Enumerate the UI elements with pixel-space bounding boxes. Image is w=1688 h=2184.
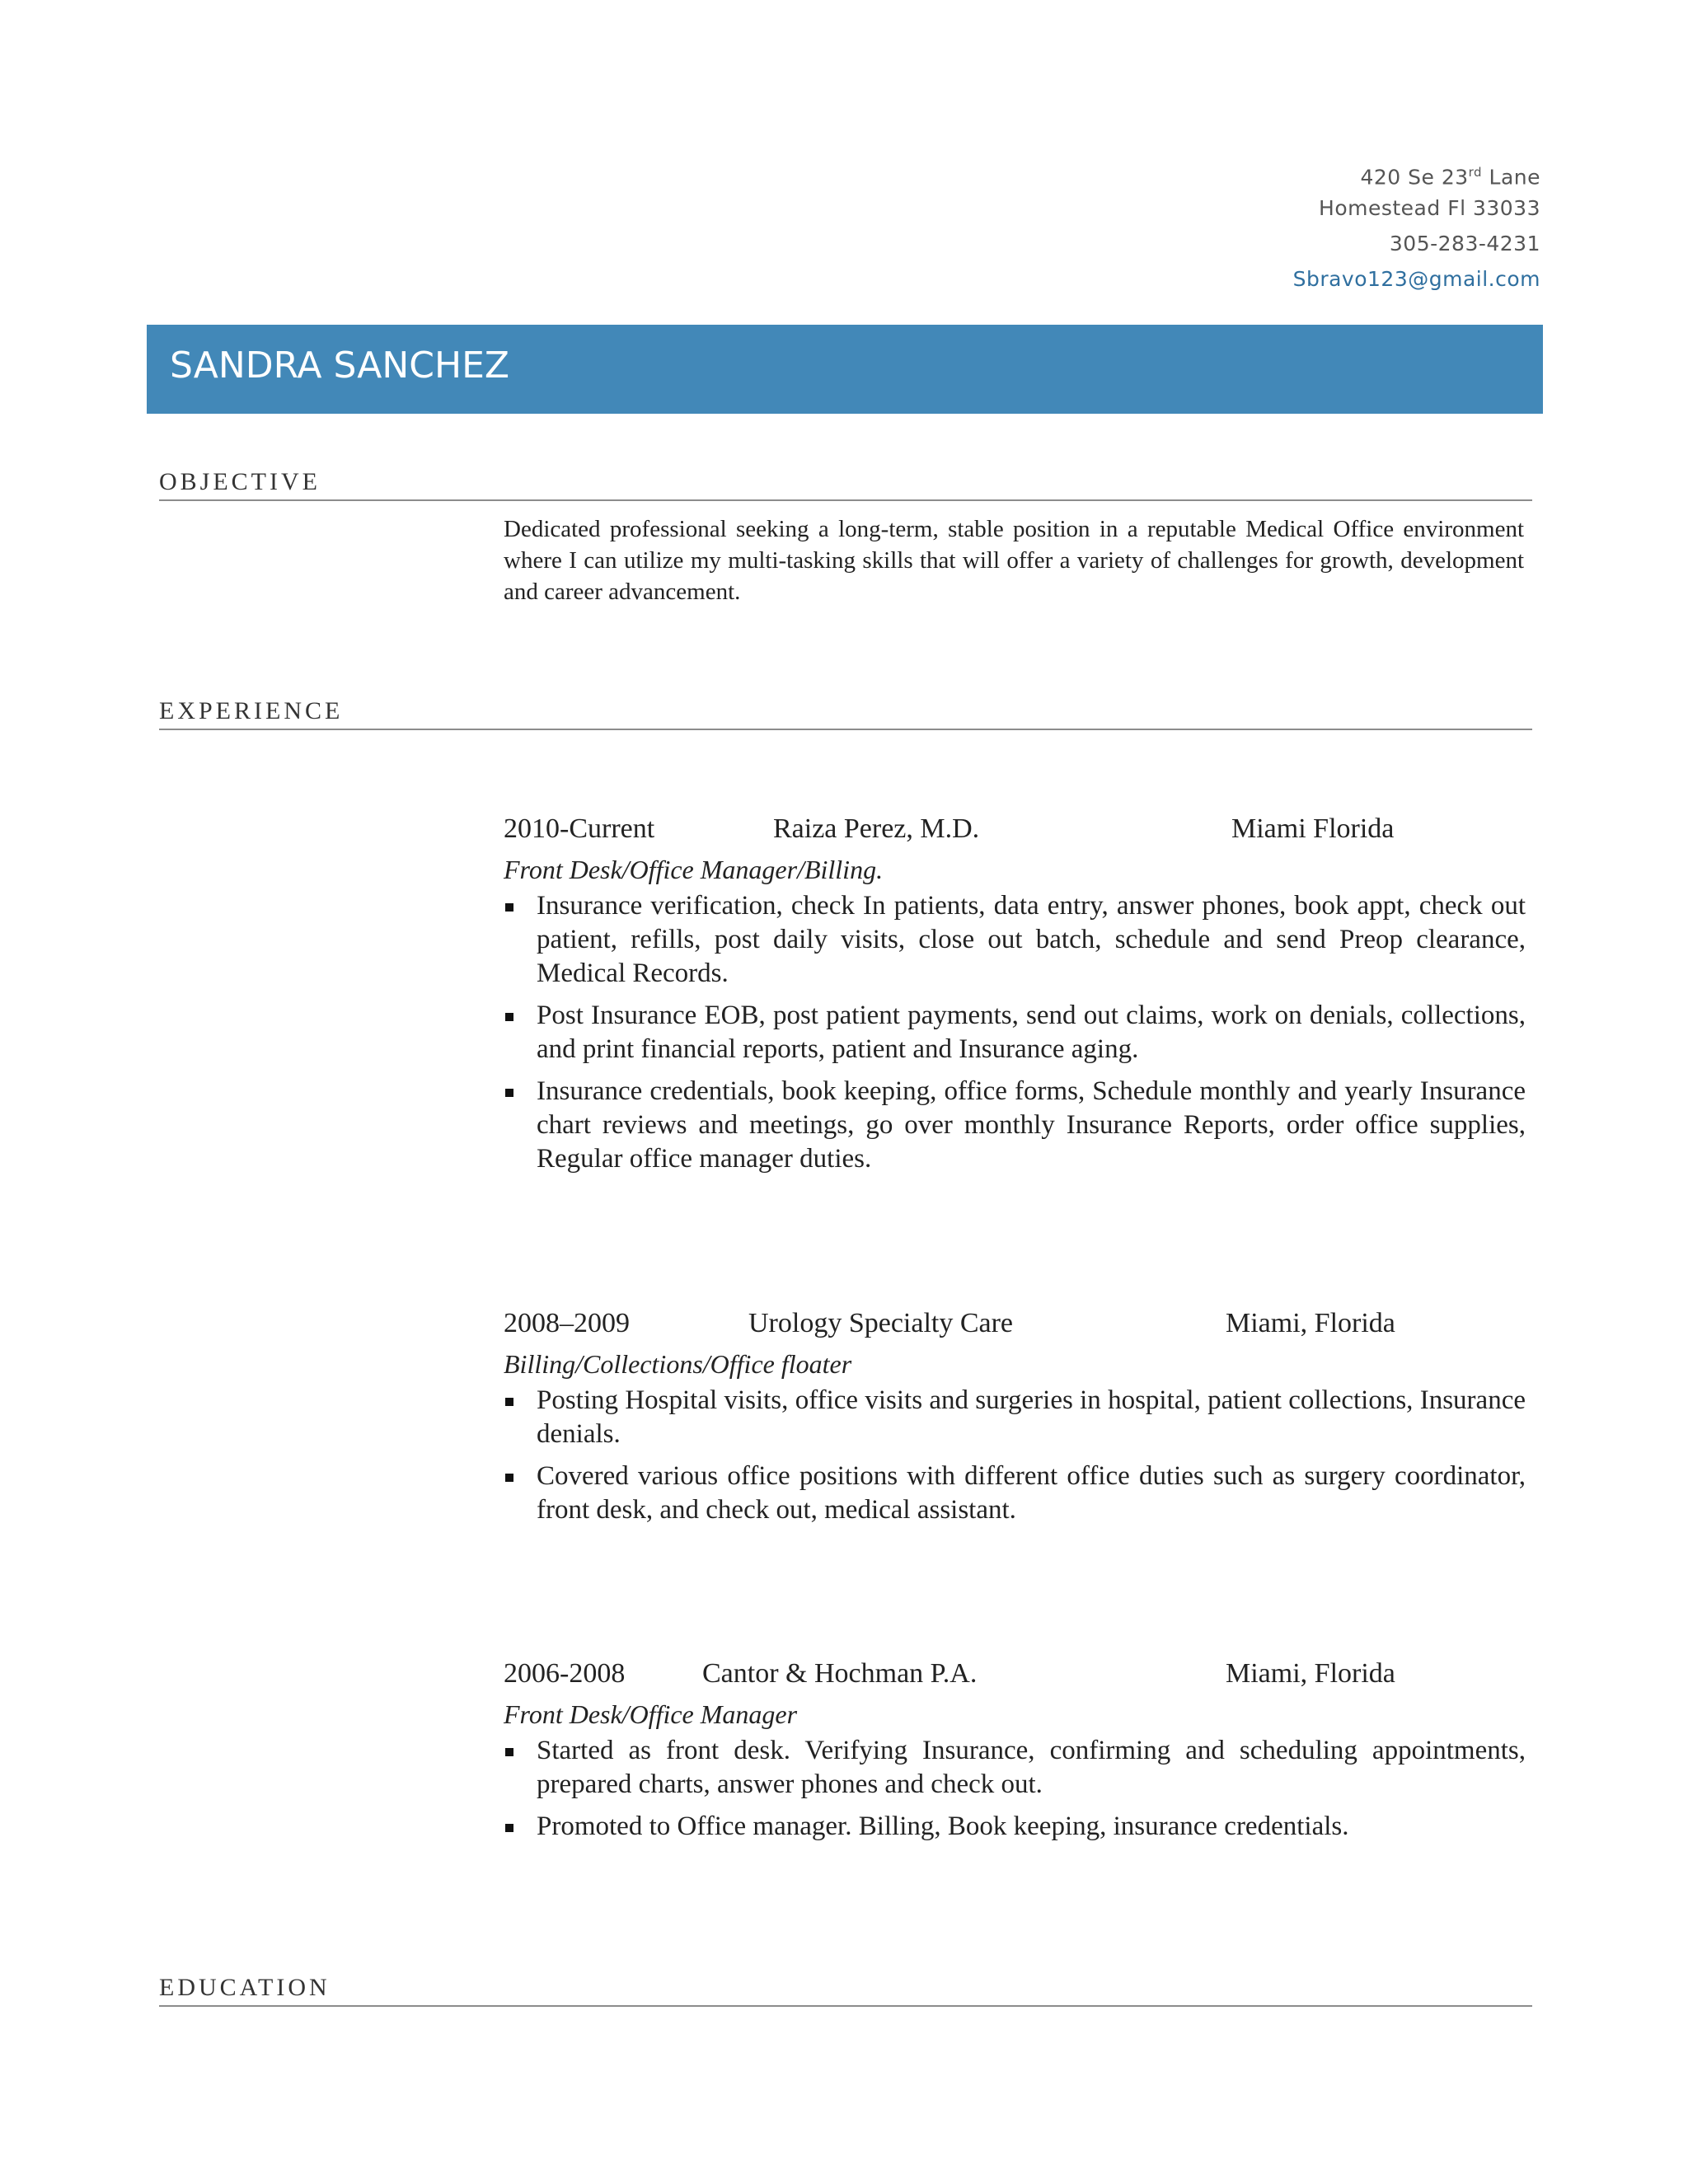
job-title: Front Desk/Office Manager: [504, 1699, 798, 1729]
job-title: Billing/Collections/Office floater: [504, 1349, 852, 1379]
job-duty-item: Promoted to Office manager. Billing, Book keeping, insurance credentials.: [504, 1810, 1526, 1844]
job-dates: 2008–2009: [504, 1308, 630, 1338]
email-link[interactable]: Sbravo123@gmail.com: [1292, 267, 1540, 291]
section-heading-objective: OBJECTIVE: [159, 468, 1532, 501]
candidate-name: SANDRA SANCHEZ: [170, 344, 510, 387]
job-duty-item: Posting Hospital visits, office visits and surgeries in hospital, patient collections, Insurance denials.: [504, 1384, 1526, 1451]
job-duties-list: [504, 1384, 1526, 1527]
address-street-suffix: Lane: [1482, 165, 1540, 190]
name-banner: [147, 325, 1543, 414]
job-entry: [504, 1303, 1526, 1535]
job-duty-item: Started as front desk. Verifying Insurance, confirming and scheduling appointments, prepared charts, answer phones and check out.: [504, 1734, 1526, 1802]
job-location: Miami, Florida: [1226, 1308, 1395, 1338]
job-location: Miami Florida: [1231, 813, 1395, 844]
job-duties-list: [504, 889, 1526, 1176]
job-entry: [504, 1653, 1526, 1852]
job-header: [504, 1653, 1526, 1694]
job-employer: Urology Specialty Care: [748, 1308, 1014, 1338]
job-location: Miami, Florida: [1226, 1658, 1395, 1689]
job-employer: Cantor & Hochman P.A.: [702, 1658, 978, 1689]
job-title: Front Desk/Office Manager/Billing.: [504, 855, 884, 884]
job-entry: [504, 808, 1526, 1184]
job-header: [504, 1303, 1526, 1344]
job-header: [504, 808, 1526, 850]
job-duty-item: Covered various office positions with different office duties such as surgery coordinator, front desk, and check out, medical assistant.: [504, 1460, 1526, 1527]
job-dates: 2006-2008: [504, 1658, 626, 1689]
section-heading-education: EDUCATION: [159, 1974, 1532, 2007]
job-duty-item: Insurance verification, check In patients, data entry, answer phones, book appt, check out patient, refills, post daily visits, close out batch, schedule and send Preop clearance, Medical Records.: [504, 889, 1526, 991]
job-duties-list: [504, 1734, 1526, 1844]
address-city: Homestead Fl 33033: [1319, 196, 1540, 220]
address-street-prefix: 420 Se 23: [1360, 165, 1469, 190]
job-duty-item: Post Insurance EOB, post patient payments, send out claims, work on denials, collections, and print financial reports, patient and Insurance aging.: [504, 999, 1526, 1066]
phone-number: 305-283-4231: [1389, 232, 1540, 255]
job-employer: Raiza Perez, M.D.: [773, 813, 980, 844]
address-street: [964, 155, 1540, 190]
section-heading-experience: EXPERIENCE: [159, 697, 1532, 730]
contact-block: [964, 155, 1540, 297]
address-street-ordinal: rd: [1468, 165, 1483, 180]
objective-text: Dedicated professional seeking a long-term, stable position in a reputable Medical Office environment where I can utilize my multi-tasking skills that will offer a variety of challenges for growth, development and career advancement.: [504, 516, 1524, 605]
job-dates: 2010-Current: [504, 813, 655, 844]
job-duty-item: Insurance credentials, book keeping, office forms, Schedule monthly and yearly Insurance chart reviews and meetings, go over monthly Insurance Reports, order office supplies, Regular office manager duties.: [504, 1075, 1526, 1176]
